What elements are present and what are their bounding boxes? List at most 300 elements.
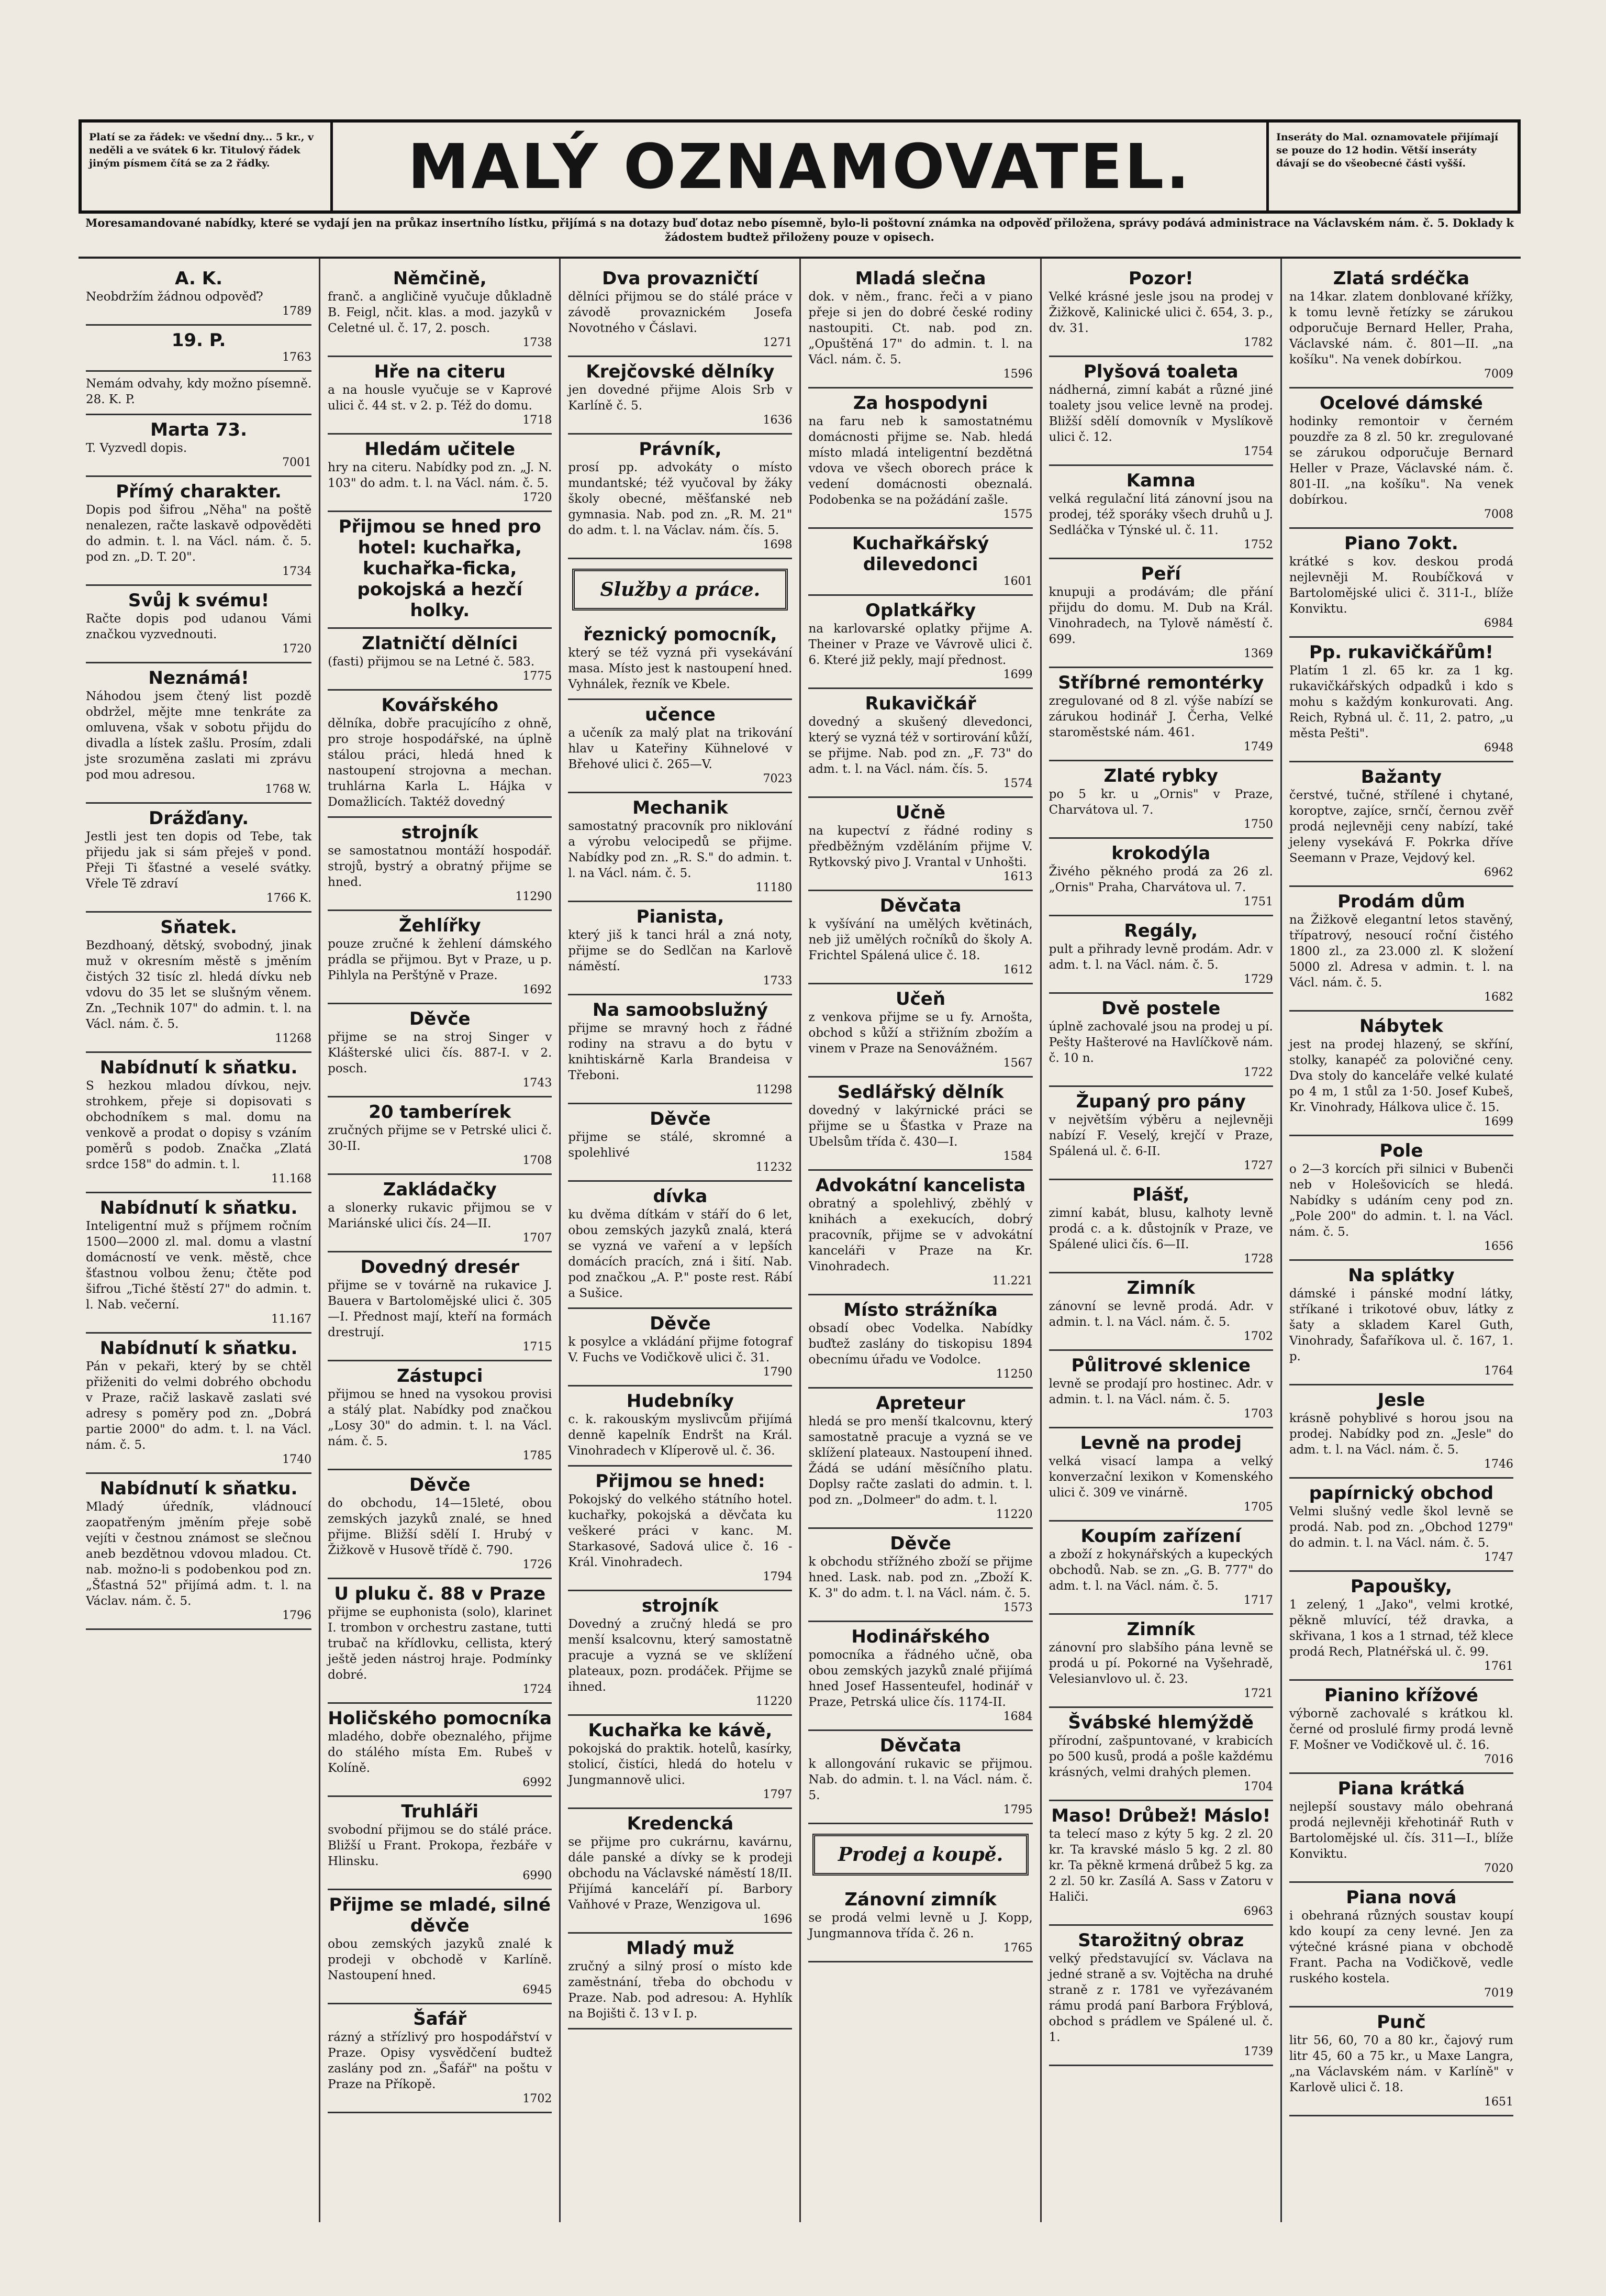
classified-ad bbox=[86, 804, 311, 913]
ad-title: Bažanty bbox=[1360, 767, 1442, 787]
ad-title: Místo strážníka bbox=[843, 1300, 998, 1321]
ad-text: mladého, dobře obeznalého, přijme do stálého místa Em. Rubeš v Kolíně. bbox=[328, 1730, 552, 1775]
ad-number: 1746 bbox=[1484, 1458, 1513, 1471]
ad-title: Mladý muž bbox=[626, 1938, 734, 1959]
ad-number: 11290 bbox=[515, 890, 552, 903]
ad-text: přírodní, zašpuntované, v krabicích po 500 kusů, prodá a pošle každému krásných, velmi drahých plemen. bbox=[1049, 1734, 1273, 1779]
ad-number: 7009 bbox=[1484, 368, 1513, 381]
ad-title: Koupím zařízení bbox=[1080, 1526, 1241, 1547]
ad-text: k vyšívání na umělých květinách, neb již umělých ročníků do školy A. Frichtel Spálená ulice č. 18. bbox=[808, 917, 1033, 962]
ad-title: Punč bbox=[1377, 2012, 1426, 2033]
ad-number: 6962 bbox=[1484, 866, 1513, 879]
ad-title: Stříbrné remontérky bbox=[1058, 672, 1264, 693]
ad-title: Piana nová bbox=[1346, 1887, 1457, 1908]
ad-text: na 14kar. zlatem donblované křížky, k tomu levně řetízky se zárukou odporučuje Bernard Heller, Praha, Václavské nám. č. 801—II. „na košíku". Na venek dobírkou. bbox=[1289, 290, 1513, 367]
ad-title: Ocelové dámské bbox=[1319, 393, 1483, 414]
column-4 bbox=[799, 259, 1040, 2222]
classified-ad bbox=[568, 1934, 792, 2029]
classified-ad bbox=[568, 1182, 792, 1309]
ad-title: Kamna bbox=[1126, 470, 1196, 491]
ad-number: 1747 bbox=[1484, 1551, 1513, 1564]
classified-ad bbox=[808, 798, 1032, 891]
ad-text: na faru neb k samostatnému domácnosti přijme se. Nab. hledá místo mladá inteligentní bezdětná vdova ve všech oborech práce k vedení domácnosti obeznalá. Podobenka se na požádání zašle. bbox=[808, 415, 1033, 507]
ad-number: 1612 bbox=[1003, 963, 1033, 977]
ad-title: Pozor! bbox=[1128, 268, 1194, 289]
ad-title: Hledám učitele bbox=[364, 439, 516, 460]
ad-text: dámské i pánské modní látky, stříkané i trikotové obuv, látky z šaty a skladem Karel Guth, Vinohrady, Šafaříkova ul. č. 167, 1. p. bbox=[1289, 1287, 1513, 1363]
classified-ad bbox=[568, 700, 792, 793]
ad-title: krokodýla bbox=[1111, 843, 1211, 864]
ad-number: 1720 bbox=[522, 491, 552, 504]
ad-text: dělníka, dobře pracujícího z ohně, pro stroje hospodářské, na úplně stálou práci, hledá hned k nastoupení strojovna a mechan. truhlárna Karla L. Hájka v Domažlicích. Taktéž dovedný bbox=[328, 717, 552, 809]
ad-text: Mladý úředník, vládnoucí zaopatřeným jměním přeje sobě vejíti v čestnou známost se slečnou aneb bezdětnou vdovou mladou. Ct. nab. možno-li s podobenkou pod zn. „Šťastná 52" přijímá adm. t. l. na Václav. nám. č. 5. bbox=[86, 1500, 312, 1608]
classified-ad bbox=[86, 586, 311, 663]
ad-text: krátké s kov. deskou prodá nejlevněji M. Roubíčková v Bartolomějské ulici č. 311-I., blíže Konviktu. bbox=[1289, 555, 1513, 616]
ad-number: 7001 bbox=[282, 456, 312, 469]
ad-number: 7020 bbox=[1484, 1862, 1513, 1875]
ad-title: Na splátky bbox=[1348, 1265, 1455, 1286]
classified-ad bbox=[808, 1295, 1032, 1389]
ad-number: 11.221 bbox=[992, 1274, 1033, 1288]
classified-ad bbox=[1049, 761, 1273, 839]
classified-ad bbox=[568, 1104, 792, 1182]
ad-text: T. Vyzvedl dopis. bbox=[86, 441, 187, 455]
page-title: MALÝ OZNAMOVATEL. bbox=[407, 130, 1192, 203]
ad-text: S hezkou mladou dívkou, nejv. strohkem, přeje si dopisovati s obchodníkem s mal. domu na venkově a prodat o dopisy s vzáním poměrů s podob. Značka „Zlatá srdce 158" do admin. t. l. bbox=[86, 1079, 312, 1171]
classified-ad bbox=[1289, 887, 1513, 1012]
ad-title: U pluku č. 88 v Praze bbox=[334, 1583, 546, 1604]
ad-text: se prodá velmi levně u J. Kopp, Jungmannova třída č. 26 n. bbox=[808, 1911, 1033, 1940]
classified-ad bbox=[1289, 1774, 1513, 1883]
ad-text: Živého pěkného prodá za 26 zl. „Ornis" Praha, Charvátova ul. 7. bbox=[1049, 865, 1273, 894]
classified-ad bbox=[568, 1467, 792, 1591]
ad-text: přijme se mravný hoch z řádné rodiny na stravu a do bytu v knihtiskárně Karla Brandeisa v Třeboni. bbox=[568, 1022, 793, 1082]
ad-number: 1699 bbox=[1484, 1115, 1513, 1128]
ad-text: na Žižkově elegantní letos stavěný, třípatrový, nesoucí roční čistého 1800 zl., za 23.000 zl. K složení 5000 zl. Adresa v admin. t. l. na Václ. nám. č. 5. bbox=[1289, 913, 1513, 990]
ad-text: přijme se stálé, skromné a spolehlivé bbox=[568, 1130, 793, 1160]
ad-text: 1 zelený, 1 „Jako", velmi krotké, pěkně mluvící, též dravka, a skřivana, 1 kos a 1 strnad, též klece prodá Rech, Platnéřská ul. č. 99. bbox=[1289, 1598, 1513, 1659]
ad-number: 11.168 bbox=[271, 1172, 312, 1185]
classified-ad bbox=[1289, 1261, 1513, 1385]
ad-number: 1727 bbox=[1243, 1159, 1273, 1172]
classified-ad bbox=[1289, 1681, 1513, 1774]
classified-ad bbox=[328, 1470, 552, 1579]
ad-title: Švábské hlemýždě bbox=[1068, 1712, 1254, 1733]
ad-number: 11220 bbox=[755, 1695, 793, 1708]
ad-text: hledá se pro menší tkalcovnu, který samostatně pracuje a vyzná se ve sklížení plateaux. Nastoupení ihned. Žádá se udání měsíčního platu. Doplsy račte zaslati do admin. t. l. pod zn. „Dolmeer" do adm. t. l. bbox=[808, 1415, 1033, 1507]
ad-number: 1575 bbox=[1003, 508, 1033, 521]
ad-number: 1636 bbox=[763, 414, 793, 427]
ad-title: Sňatek. bbox=[160, 917, 237, 938]
ad-title: Přijmou se hned pro hotel: kuchařka, kuchařka-ficka, pokojská a hezčí holky. bbox=[338, 516, 541, 621]
classified-ad bbox=[86, 913, 311, 1053]
ad-title: Regály, bbox=[1124, 920, 1198, 941]
classified-ad bbox=[1289, 1479, 1513, 1572]
ad-text: svobodní přijmou se do stálé práce. Bližší u Frant. Prokopa, řezbáře v Hlinsku. bbox=[328, 1823, 552, 1868]
ad-title: Žehlířky bbox=[398, 915, 481, 936]
ad-number: 1715 bbox=[522, 1340, 552, 1354]
ad-title: Mechanik bbox=[632, 797, 728, 818]
ad-text: se samostatnou montáží hospodář. strojů, bystrý a obratný přijme se hned. bbox=[328, 844, 552, 889]
section-banner: Prodej a koupě. bbox=[812, 1834, 1028, 1876]
classified-ad bbox=[1049, 1926, 1273, 2066]
ad-text: zregulované od 8 zl. výše nabízí se zárukou hodinář J. Čerha, Velké staroměstské nám. 461. bbox=[1049, 694, 1273, 739]
ad-text: k obchodu střížného zboží se přijme hned. Lask. nab. pod zn. „Zboží K. K. 3" do adm. t. l. na Václ. nám. č. 5. bbox=[808, 1555, 1033, 1600]
ad-title: Kredencká bbox=[627, 1813, 734, 1834]
ad-number: 1726 bbox=[522, 1558, 552, 1571]
ad-title: Přímý charakter. bbox=[116, 481, 282, 502]
classified-ad bbox=[86, 1474, 311, 1630]
ad-title: A. K. bbox=[175, 268, 223, 289]
classified-ad bbox=[568, 1809, 792, 1934]
ad-number: 1749 bbox=[1243, 740, 1273, 753]
classified-ad bbox=[808, 891, 1032, 984]
ad-text: zánovní se levně prodá. Adr. v admin. t. l. na Václ. nám. č. 5. bbox=[1049, 1300, 1273, 1329]
ad-text: nádherná, zimní kabát a různé jiné toalety jsou velice levně na prodej. Bližší sdělí domovník v Myslíkově ulici č. 12. bbox=[1049, 383, 1273, 444]
ad-text: pult a přihrady levně prodám. Adr. v adm. t. l. na Václ. nám. č. 5. bbox=[1049, 942, 1273, 972]
ad-title: Prodám dům bbox=[1337, 891, 1465, 912]
ad-number: 7016 bbox=[1484, 1753, 1513, 1766]
ad-title: strojník bbox=[401, 822, 478, 843]
ad-title: Půlitrové sklenice bbox=[1071, 1355, 1251, 1376]
ad-title: Svůj k svému! bbox=[128, 590, 270, 611]
ad-number: 1729 bbox=[1243, 973, 1273, 986]
classified-ad bbox=[86, 1334, 311, 1474]
ad-title: Děvče bbox=[650, 1108, 711, 1129]
ad-number: 1703 bbox=[1243, 1407, 1273, 1421]
ad-text: který se též vyzná při vysekávání masa. Místo jest k nastoupení hned. Vyhnálek, řezník ve Kbele. bbox=[568, 646, 793, 691]
classified-ad bbox=[568, 620, 792, 700]
ad-text: Náhodou jsem čtený list pozdě obdržel, mějte mne tenkráte za omluvena, však v sobotu přijdu do divadla a lístek zašlu. Prosím, zdali jste srozuměna zaslati mi zprávu pod mou adresou. bbox=[86, 690, 312, 782]
ad-text: přijmou se hned na vysokou provisi a stálý plat. Nabídky pod značkou „Losy 30" do admin. t. l. na Václ. nám. č. 5. bbox=[328, 1388, 552, 1448]
ad-title: Zimník bbox=[1127, 1619, 1195, 1640]
ad-number: 1720 bbox=[282, 642, 312, 656]
ad-number: 1699 bbox=[1003, 668, 1033, 681]
ad-title: Holičského pomocníka bbox=[328, 1708, 552, 1729]
classified-ad bbox=[1289, 1385, 1513, 1479]
ad-number: 1613 bbox=[1003, 870, 1033, 883]
ad-text: nejlepší soustavy málo obehraná prodá nejlevněji křehotinář Ruth v Bartolomějské ul. čís. 311—I., blíže Konviktu. bbox=[1289, 1800, 1513, 1861]
classified-ad bbox=[1289, 762, 1513, 887]
ad-number: 11268 bbox=[275, 1032, 312, 1045]
ad-text: úplně zachovalé jsou na prodej u pí. Pešty Hašterové na Havlíčkově nám. č. 10 n. bbox=[1049, 1020, 1273, 1065]
ad-title: Pp. rukavičkářům! bbox=[1309, 642, 1493, 663]
ad-text: a zboží z hokynářských a kupeckých obchodů. Nab. se zn. „G. B. 777" do adm. t. l. na Václ. nám. č. 5. bbox=[1049, 1548, 1273, 1593]
ad-number: 1775 bbox=[522, 670, 552, 683]
ad-text: zimní kabát, blusu, kalhoty levně prodá c. a k. důstojník v Praze, ve Spálené ulici čís. 6—II. bbox=[1049, 1206, 1273, 1251]
classified-ad bbox=[86, 264, 311, 326]
classified-ad bbox=[1289, 264, 1513, 389]
ad-title: Hře na citeru bbox=[374, 361, 506, 382]
ad-title: Právník, bbox=[639, 439, 722, 460]
ad-text: dovedný v lakýrnické práci se přijme se u Šťastka v Praze na Ubelsům třída č. 430—I. bbox=[808, 1104, 1033, 1149]
ad-number: 1796 bbox=[282, 1609, 312, 1622]
ad-title: Na samoobslužný bbox=[592, 1000, 768, 1021]
ad-text: a na housle vyučuje se v Kaprové ulici č. 44 st. v 2. p. Též do domu. bbox=[328, 383, 552, 413]
ad-number: 6963 bbox=[1243, 1905, 1273, 1918]
classified-ad bbox=[568, 1591, 792, 1716]
ad-title: Pianino křížové bbox=[1324, 1685, 1478, 1706]
classified-ad bbox=[808, 1171, 1032, 1295]
ad-title: Dva provazničtí bbox=[602, 268, 759, 289]
classified-ad bbox=[86, 372, 311, 415]
ad-text: (fasti) přijmou se na Letné č. 583. bbox=[328, 655, 535, 669]
classified-ad bbox=[328, 691, 552, 818]
ad-title: Peří bbox=[1141, 563, 1181, 584]
ad-number: 1724 bbox=[522, 1683, 552, 1696]
classified-ad bbox=[808, 984, 1032, 1078]
ad-text: a slonerky rukavic přijmou se v Mariánské ulici čís. 24—II. bbox=[328, 1201, 552, 1230]
ad-text: Velké krásné jesle jsou na prodej v Žižkově, Kalinické ulici č. 654, 3. p., dv. 31. bbox=[1049, 290, 1273, 335]
ad-text: do obchodu, 14—15leté, obou zemských jazyků znalé, se hned přijme. Bližší sdělí I. Hrubý v Žižkově v Husově třídě č. 790. bbox=[328, 1496, 552, 1557]
classified-ad bbox=[86, 1193, 311, 1334]
ad-title: Hodinářského bbox=[851, 1626, 990, 1647]
classified-ad bbox=[1049, 1180, 1273, 1273]
ad-text: se přijme pro cukrárnu, kavárnu, dále panské a dívky se k prodeji obchodu na Václavské náměstí 18/II. Přijímá kanceláří pí. Barbory Vaňhové v Praze, Wenzigova ul. bbox=[568, 1835, 793, 1912]
ad-text: i obehraná různých soustav koupí kdo koupí za ceny levné. Jen za výtečné krásné piana v obchodě Frant. Pacha na Vodičkově, vedle ruského kostela. bbox=[1289, 1909, 1513, 1986]
classified-ad bbox=[86, 415, 311, 477]
ad-title: Advokátní kancelista bbox=[815, 1175, 1026, 1196]
ad-number: 6984 bbox=[1484, 617, 1513, 630]
ad-title: Papoušky, bbox=[1350, 1576, 1452, 1597]
classified-ad bbox=[1049, 1801, 1273, 1926]
ad-number: 6990 bbox=[522, 1869, 552, 1882]
ad-number: 1705 bbox=[1243, 1501, 1273, 1514]
classified-ad bbox=[568, 1309, 792, 1387]
ad-text: obratný a spolehlivý, zběhlý v knihách a exekucích, dobrý pracovník, přijme se v advokátní kanceláři v Praze na Kr. Vinohradech. bbox=[808, 1197, 1033, 1273]
ad-title: Rukavičkář bbox=[865, 693, 976, 714]
ad-title: Kovářského bbox=[381, 695, 499, 716]
classified-ad bbox=[808, 689, 1032, 798]
ad-text: hry na citeru. Nabídky pod zn. „J. N. 103" do adm. t. l. na Václ. nám. č. 5. bbox=[328, 461, 552, 490]
classified-ad bbox=[568, 793, 792, 902]
classified-ad bbox=[568, 1387, 792, 1467]
ad-title: Maso! Drůbež! Máslo! bbox=[1051, 1805, 1271, 1826]
ad-text: Neobdržím žádnou odpověď? bbox=[86, 290, 263, 304]
classified-ad bbox=[328, 818, 552, 911]
classified-ad bbox=[1049, 264, 1273, 357]
ad-title: řeznický pomocník, bbox=[583, 624, 777, 645]
ad-title: Nabídnutí k sňatku. bbox=[99, 1478, 298, 1499]
ad-text: výborně zachovalé s krátkou kl. černé od proslulé firmy prodá levně F. Mošner ve Vodičkově ul. č. 16. bbox=[1289, 1707, 1513, 1752]
classified-ad bbox=[568, 1716, 792, 1809]
ad-number: 1765 bbox=[1003, 1942, 1033, 1955]
ad-text: rázný a střízlivý pro hospodářství v Praze. Opisy vysvědčení budtež zaslány pod zn. „Šafář" na poštu v Praze na Příkopě. bbox=[328, 2031, 552, 2091]
ad-title: Starožitný obraz bbox=[1078, 1930, 1244, 1951]
ad-number: 1794 bbox=[763, 1570, 793, 1583]
ad-title: Přijmou se hned: bbox=[595, 1471, 765, 1492]
ad-number: 11250 bbox=[996, 1368, 1033, 1381]
ad-title: Za hospodyni bbox=[853, 393, 988, 414]
classified-ad bbox=[1289, 529, 1513, 638]
ad-text: c. k. rakouským myslivcům přijímá denně kapelník Endršt na Král. Vinohradech v Klíperově ul. č. 36. bbox=[568, 1413, 793, 1458]
ad-number: 1763 bbox=[282, 351, 312, 364]
classified-ad bbox=[328, 1579, 552, 1704]
ad-title: učence bbox=[644, 704, 716, 725]
classified-ad bbox=[328, 512, 552, 629]
pricing-note: Platí se za řádek: ve všední dny... 5 kr., v neděli a ve svátek 6 kr. Titulový řádek jiným písmem čítá se za 2 řádky. bbox=[82, 123, 333, 210]
ad-text: levně se prodají pro hostinec. Adr. v admin. t. l. na Václ. nám. č. 5. bbox=[1049, 1377, 1273, 1406]
classified-ad bbox=[1049, 1615, 1273, 1708]
ad-text: na kupectví z řádné rodiny s předběžným vzděláním přijme V. Rytkovský pivo J. Vrantal v Unhošti. bbox=[808, 824, 1033, 869]
ad-number: 1785 bbox=[522, 1449, 552, 1462]
ad-number: 1734 bbox=[282, 565, 312, 578]
ad-text: Jestli jest ten dopis od Tebe, tak přijedu jak si sám přeješ v pond. Přeji Ti šťastné a veselé svátky. Vřele Tě zdraví bbox=[86, 830, 312, 891]
ad-number: 1752 bbox=[1243, 538, 1273, 551]
ad-text: franč. a angličině vyučuje důkladně B. Feigl, nčit. klas. a mod. jazyků v Celetné ul. č. 17, 2. posch. bbox=[328, 290, 552, 335]
ad-title: Drážďany. bbox=[148, 808, 249, 829]
classified-ad bbox=[1049, 1087, 1273, 1180]
classified-ad bbox=[1049, 1522, 1273, 1615]
ad-text: k posylce a vkládání přijme fotograf V. Fuchs ve Vodičkově ulici č. 31. bbox=[568, 1335, 793, 1365]
ad-text: ku dvěma dítkám v stáří do 6 let, obou zemských jazyků znalá, která se vyzná ve vaření a v lepších domácích pracích, zná i šití. Nab. pod značkou „A. P." poste rest. Rábí a Sušice. bbox=[568, 1208, 793, 1300]
classified-ad bbox=[1049, 668, 1273, 761]
classified-ad bbox=[568, 264, 792, 357]
ad-text: samostatný pracovník pro niklování a výrobu velocipedů se přijme. Nabídky pod zn. „R. S." do admin. t. l. na Václ. nám. č. 5. bbox=[568, 819, 793, 880]
section-banner: Služby a práce. bbox=[572, 569, 788, 611]
ad-title: Neznámá! bbox=[148, 668, 249, 689]
classified-ad bbox=[328, 1797, 552, 1890]
ad-title: Děvče bbox=[409, 1008, 471, 1029]
ad-title: Zlaté rybky bbox=[1103, 766, 1218, 786]
classified-ad bbox=[1289, 2007, 1513, 2116]
ad-text: jest na prodej hlazený, se skříní, stolky, kanapéč za polovičné ceny. Dva stoly do kanceláře velké kulaté po 4 m, 1 stůl za 1·50. Josef Kubeš, Kr. Vinohrady, Hálkova ulice č. 15. bbox=[1289, 1038, 1513, 1114]
ad-number: 1782 bbox=[1243, 336, 1273, 349]
classified-ad bbox=[808, 389, 1032, 529]
ad-number: 1596 bbox=[1003, 368, 1033, 381]
ad-number: 1601 bbox=[1003, 575, 1033, 588]
ad-number: 11220 bbox=[996, 1508, 1033, 1521]
ad-number: 1761 bbox=[1484, 1660, 1513, 1673]
classified-ad bbox=[1049, 357, 1273, 466]
ad-text: Platím 1 zl. 65 kr. za 1 kg. rukavičkářských odpadků i kdo s mohu s každým konkurovati. Ang. Reich, Rybná ul. č. 11, 2. patro, „u města Pešti". bbox=[1289, 664, 1513, 740]
ad-number: 1574 bbox=[1003, 777, 1033, 790]
ad-title: Nabídnutí k sňatku. bbox=[99, 1338, 298, 1359]
ad-text: velká visací lampa a velký konverzační lexikon v Komenského ulici č. 309 ve vinárně. bbox=[1049, 1455, 1273, 1500]
ad-number: 1740 bbox=[282, 1453, 312, 1466]
classified-ad bbox=[328, 1361, 552, 1470]
submission-note: Moresamandované nabídky, které se vydají jen na průkaz insertního lístku, přijímá s na dotazy buď dotaz nebo písemně, bylo-li poštovní známka na odpověď přiložena, správy podává administrace na Václavském nám. č. 5. Doklady k žádostem budtež přiloženy pouze v opisech. bbox=[85, 216, 1514, 243]
ad-title: Kuchařka ke kávě, bbox=[588, 1720, 773, 1741]
ad-number: 1584 bbox=[1003, 1150, 1033, 1163]
ad-title: Pole bbox=[1379, 1140, 1423, 1161]
classified-ad bbox=[808, 1885, 1032, 1962]
ad-title: Truhláři bbox=[401, 1801, 479, 1822]
ad-title: 19. P. bbox=[171, 330, 226, 351]
ad-text: obou zemských jazyků znalé k prodeji v obchodě v Karlíně. Nastoupení hned. bbox=[328, 1937, 552, 1982]
ad-text: ta telecí maso z kýty 5 kg. 2 zl. 20 kr. Ta kravské máslo 5 kg. 2 zl. 80 kr. Ta pěkně krmená drůbež 5 kg. za 2 zl. 50 kr. Zasílá A. Sass v Zatoru v Haliči. bbox=[1049, 1827, 1273, 1904]
ad-number: 1751 bbox=[1243, 895, 1273, 908]
ad-number: 1651 bbox=[1484, 2095, 1513, 2109]
classified-ad bbox=[808, 1389, 1032, 1529]
ad-text: přijme se na stroj Singer v Klášterské ulici čís. 887-I. v 2. posch. bbox=[328, 1030, 552, 1075]
ad-text: přijme se euphonista (solo), klarinet I. trombon v orchestru zastane, tutti trubač na křídlovku, cellista, který ještě jeden nástroj hraje. Podmínky dobré. bbox=[328, 1605, 552, 1682]
column-3 bbox=[559, 259, 799, 2222]
classified-ad bbox=[808, 1529, 1032, 1622]
classified-ad bbox=[808, 529, 1032, 596]
ad-title: Krejčovské dělníky bbox=[586, 361, 775, 382]
ad-number: 1567 bbox=[1003, 1057, 1033, 1070]
ad-number: 1656 bbox=[1484, 1240, 1513, 1253]
ad-title: Dovedný dresér bbox=[360, 1257, 520, 1278]
deadline-note: Inseráty do Mal. oznamovatele přijímají se pouze do 12 hodin. Větší inseráty dávají se do všeobecné části vyšší. bbox=[1266, 123, 1518, 210]
ad-number: 1708 bbox=[522, 1154, 552, 1167]
ad-number: 1369 bbox=[1243, 647, 1273, 660]
ad-text: pomocníka a řádného učně, oba obou zemských jazyků znalé přijímá hned Josef Hassenteufel, hodinář v Praze, Petrská ulice čís. 1174-II. bbox=[808, 1648, 1033, 1709]
classified-ad bbox=[1289, 1572, 1513, 1681]
ad-number: 6992 bbox=[522, 1776, 552, 1789]
ad-number: 1573 bbox=[1003, 1601, 1033, 1614]
classified-ad bbox=[328, 1004, 552, 1097]
ad-number: 1707 bbox=[522, 1232, 552, 1245]
ad-title: Mladá slečna bbox=[855, 268, 986, 289]
ad-title: Sedlářský dělník bbox=[837, 1082, 1004, 1103]
ad-number: 1684 bbox=[1003, 1710, 1033, 1723]
ad-title: dívka bbox=[653, 1186, 708, 1207]
ad-number: 1766 K. bbox=[266, 892, 312, 905]
classified-ad bbox=[1289, 1136, 1513, 1261]
ad-text: Bezdhoaný, dětský, svobodný, jinak muž v okresním městě s jměním čistých 32 tisíc zl. hledá dívku neb vdovu do 35 let se slušným věnem. Zn. „Technik 107" do admin. t. l. na Václ. nám. č. 5. bbox=[86, 939, 312, 1031]
ad-text: pouze zručné k žehlení dámského prádla se přijmou. Byt v Praze, u p. Pihlyla na Perštýně v Praze. bbox=[328, 937, 552, 982]
column-6 bbox=[1280, 259, 1521, 2222]
classified-ad bbox=[1049, 1428, 1273, 1522]
ad-text: velký představující sv. Václava na jedné straně a sv. Vojtěcha na druhé straně z r. 1781 ve vyřezávaném rámu prodá paní Barbora Frýblová, obchod s prádlem ve Spálené ul. č. 1. bbox=[1049, 1952, 1273, 2044]
ad-title: Jesle bbox=[1377, 1390, 1425, 1411]
classified-ad bbox=[1289, 1883, 1513, 2007]
ad-text: Pokojský do velkého státního hotel. kuchařky, pokojská a děvčata ku veškeré práci v kanc. M. Starkasové, Sadová ulice č. 16 - Král. Vinohradech. bbox=[568, 1493, 793, 1569]
classified-ad bbox=[808, 1731, 1032, 1824]
ad-number: 11180 bbox=[755, 881, 793, 894]
ad-number: 1743 bbox=[522, 1077, 552, 1090]
ad-text: zručný a silný prosí o místo kde zaměstnání, třeba do obchodu v Praze. Nab. pod adresou: A. Hyhlík na Bojišti č. 13 v I. p. bbox=[568, 1960, 793, 2021]
classified-ad bbox=[1049, 839, 1273, 916]
classified-ad bbox=[1049, 1273, 1273, 1351]
ad-number: 1704 bbox=[1243, 1780, 1273, 1793]
ad-text: po 5 kr. u „Ornis" v Praze, Charvátova ul. 7. bbox=[1049, 787, 1273, 817]
ad-title: Marta 73. bbox=[150, 419, 247, 440]
ad-text: čerstvé, tučné, střílené i chytané, koroptve, zajíce, srnčí, černou zvěř prodá nejlevněji ceny nabízí, také jeleny vysekává F. Pokrka dříve Seemann v Praze, Vejdový kel. bbox=[1289, 789, 1513, 865]
ad-text: Inteligentní muž s příjmem ročním 1500—2000 zl. mal. domu a vlastní domácností ve venk. městě, chce šťastnou volbou ženu; čtěte pod šifrou „Tiché štěstí 27" do admin. t. l. Nab. večerní. bbox=[86, 1219, 312, 1312]
ad-title: Piano 7okt. bbox=[1344, 533, 1458, 554]
ad-number: 1696 bbox=[763, 1913, 793, 1926]
ad-text: litr 56, 60, 70 a 80 kr., čajový rum litr 45, 60 a 75 kr., u Maxe Langra, „na Václavském nám. v Karlíně" v Karlově ulici č. 18. bbox=[1289, 2034, 1513, 2094]
classified-ad bbox=[808, 596, 1032, 689]
ad-title: Oplatkářky bbox=[865, 600, 976, 621]
ad-text: velká regulační litá zánovní jsou na prodej, též sporáky všech druhů u J. Sedláčka v Týnské ul. č. 11. bbox=[1049, 492, 1273, 537]
classified-ad bbox=[808, 1078, 1032, 1171]
ad-title: Zlatničtí dělníci bbox=[362, 633, 518, 654]
ad-text: dělníci přijmou se do stálé práce v závodě provaznickém Josefa Novotného v Čáslavi. bbox=[568, 290, 793, 335]
ad-title: 20 tamberírek bbox=[369, 1102, 511, 1123]
ad-number: 6948 bbox=[1484, 741, 1513, 755]
classified-ad bbox=[328, 1097, 552, 1175]
ad-title: papírnický obchod bbox=[1309, 1483, 1494, 1504]
classified-ad bbox=[328, 1175, 552, 1252]
ad-title: Němčině, bbox=[393, 268, 487, 289]
ad-text: o 2—3 korcích při silnici v Bubenči neb v Holešovicích se hledá. Nabídky s udáním ceny pod zn. „Pole 200" do admin. t. l. na Václ. nám. č. 5. bbox=[1289, 1162, 1513, 1239]
classified-ad bbox=[568, 902, 792, 995]
column-1 bbox=[79, 259, 319, 2222]
ad-number: 1790 bbox=[763, 1366, 793, 1379]
ad-text: z venkova přijme se u fy. Arnošta, obchod s kůží a střižním zbožím a vinem v Praze na Senovážném. bbox=[808, 1011, 1033, 1056]
ad-text: Nemám odvahy, kdy možno písemně. 28. K. P. bbox=[86, 377, 312, 406]
ad-title: Děvče bbox=[650, 1313, 711, 1334]
ad-title: Děvčata bbox=[879, 895, 962, 916]
ad-title: Zástupci bbox=[397, 1366, 483, 1387]
ad-number: 1764 bbox=[1484, 1365, 1513, 1378]
classified-ad bbox=[808, 1622, 1032, 1731]
classified-ad bbox=[328, 264, 552, 357]
